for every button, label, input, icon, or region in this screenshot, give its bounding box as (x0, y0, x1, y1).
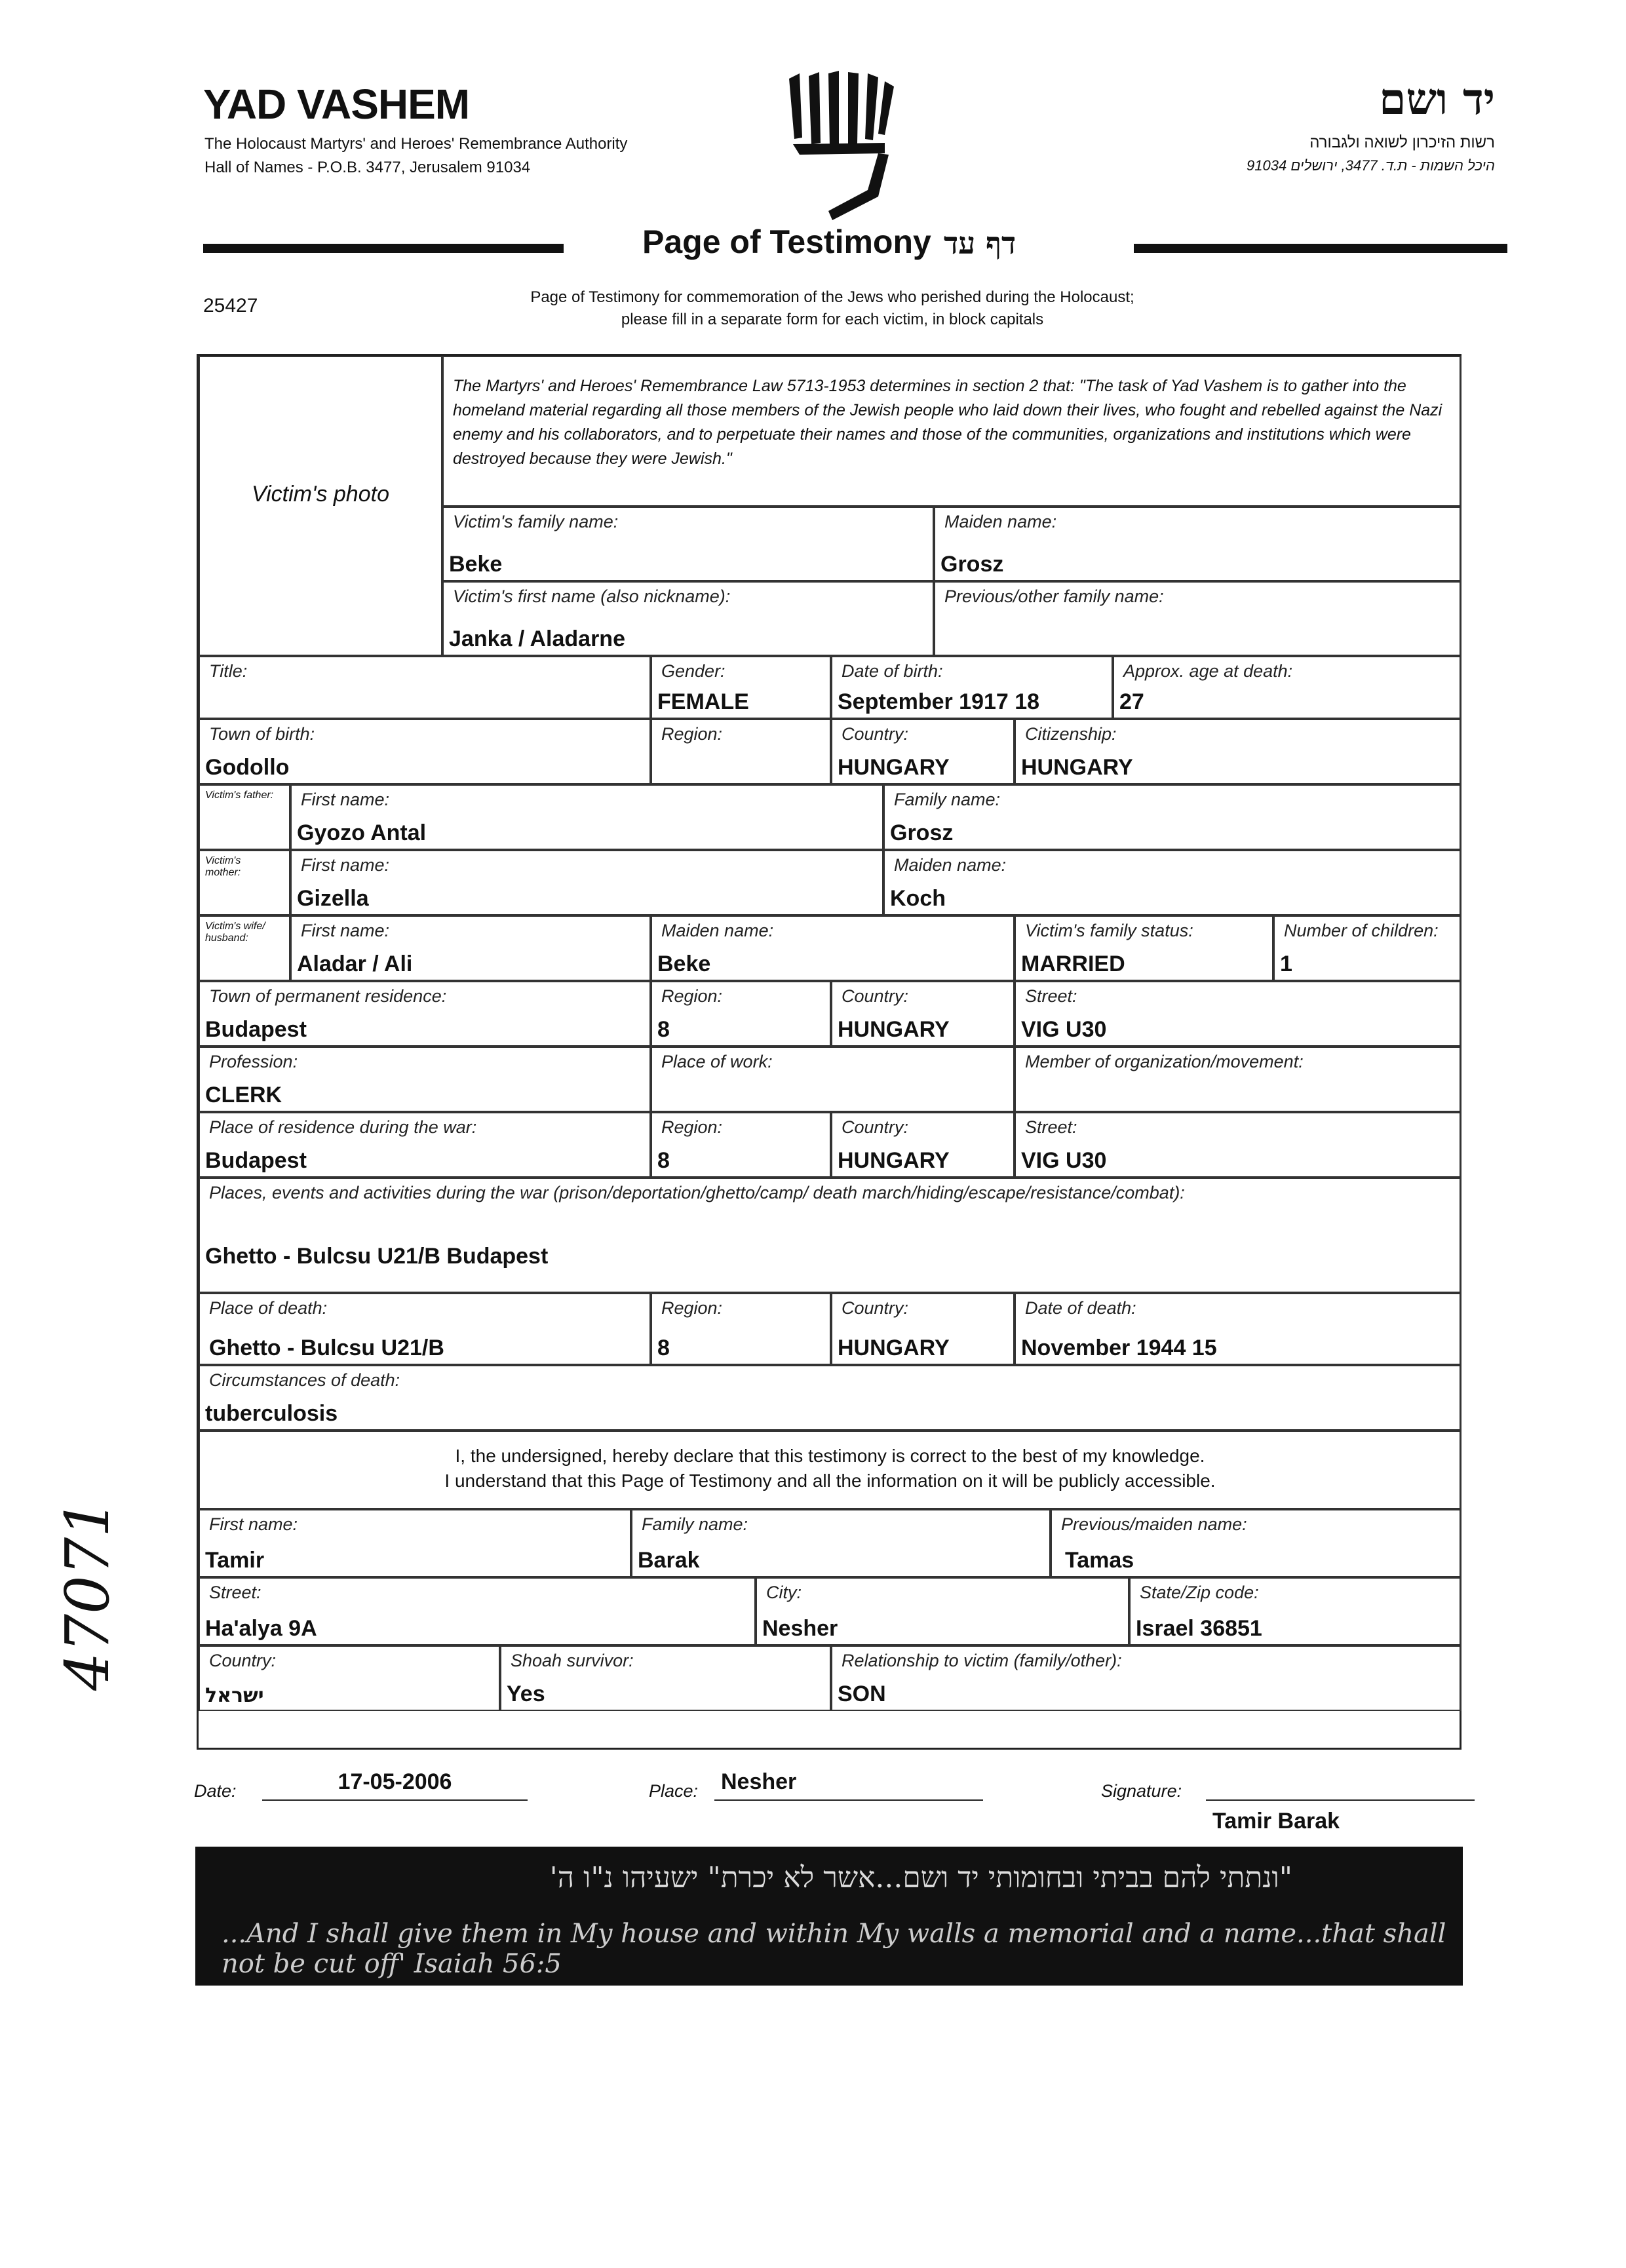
field-value: tuberculosis (205, 1401, 338, 1426)
field-label: Number of children: (1284, 921, 1439, 940)
reference-number: 25427 (203, 295, 258, 317)
signature-name: Tamir Barak (1212, 1809, 1340, 1834)
relationship-field[interactable] (831, 1645, 1461, 1711)
spouse-first-name-field[interactable] (290, 915, 651, 981)
field-value: 8 (657, 1148, 670, 1173)
declaration-box (199, 1431, 1461, 1509)
field-label: Citizenship: (1025, 724, 1117, 744)
field-value: ישראל (205, 1684, 264, 1707)
field-label: First name: (301, 921, 390, 940)
place-line[interactable] (714, 1769, 983, 1801)
field-value: FEMALE (657, 689, 749, 714)
field-value: Grosz (940, 552, 1004, 577)
field-value: Gyozo Antal (297, 820, 427, 845)
family-status-field[interactable] (1015, 915, 1273, 981)
birth-region-field[interactable] (651, 719, 831, 784)
field-label: Region: (661, 1298, 723, 1318)
field-value: HUNGARY (838, 1148, 950, 1173)
field-value: 8 (657, 1017, 670, 1042)
field-value: Israel 36851 (1136, 1616, 1262, 1641)
page-title: Page of Testimony (642, 223, 931, 260)
signature-label: Signature: (1101, 1781, 1182, 1801)
field-label: Shoah survivor: (511, 1651, 634, 1670)
declaration-line-2: I understand that this Page of Testimony and all the information on it will be publicly accessible. (444, 1470, 1216, 1491)
field-value: HUNGARY (838, 1336, 950, 1360)
field-label: Previous/maiden name: (1061, 1514, 1247, 1534)
residence-country-field[interactable] (831, 981, 1015, 1047)
field-value: Ghetto - Bulcsu U21/B (209, 1336, 444, 1360)
town-of-birth-field[interactable] (199, 719, 651, 784)
profession-field[interactable] (199, 1047, 651, 1112)
field-label: First name: (301, 855, 390, 875)
handwritten-margin-number: 47071 (52, 1499, 123, 1691)
residence-region-field[interactable] (651, 981, 831, 1047)
submitter-country-field[interactable] (199, 1645, 500, 1711)
field-label: State/Zip code: (1140, 1583, 1259, 1602)
death-country-field[interactable] (831, 1293, 1015, 1365)
field-label: First name: (209, 1514, 298, 1534)
circumstances-of-death-field[interactable] (199, 1365, 1461, 1431)
field-label: Victim's first name (also nickname): (453, 586, 731, 606)
war-residence-field[interactable] (199, 1112, 651, 1178)
law-text: The Martyrs' and Heroes' Remembrance Law 5713-1953 determines in section 2 that: "The task of Yad Vashem is to gather into the homeland material regarding all those members of the Jewish people who laid down their lives, who fought and rebelled against the Nazi enemy and his collaborators, and to perpetuate their names and those of the communities, organizations and institutions which were destroyed because they were Jewish." (453, 377, 1442, 468)
org-subtitle-hebrew: רשות הזיכרון לשואה ולגבורה (1309, 134, 1495, 151)
field-label: Date of birth: (842, 661, 943, 681)
field-label: Member of organization/movement: (1025, 1052, 1304, 1071)
field-value: HUNGARY (1021, 755, 1133, 780)
place-of-death-field[interactable] (199, 1293, 651, 1365)
field-value: VIG U30 (1021, 1017, 1107, 1042)
date-of-death-field[interactable] (1015, 1293, 1461, 1365)
field-label: Maiden name: (944, 512, 1057, 531)
field-value: Janka / Aladarne (449, 626, 625, 651)
field-value: September 1917 18 (838, 689, 1040, 714)
title-field[interactable] (199, 656, 651, 719)
field-label: Date of death: (1025, 1298, 1136, 1318)
place-label: Place: (649, 1781, 699, 1801)
field-value: CLERK (205, 1083, 282, 1107)
place-value: Nesher (721, 1769, 797, 1794)
place-of-work-field[interactable] (651, 1047, 1015, 1112)
field-value: November 1944 15 (1021, 1336, 1217, 1360)
field-label: Country: (842, 724, 909, 744)
residence-town-field[interactable] (199, 981, 651, 1047)
row-label: Victim's father: (205, 790, 274, 801)
field-value: Aladar / Ali (297, 951, 413, 976)
mother-row-label (199, 850, 290, 915)
field-value: Ghetto - Bulcsu U21/B Budapest (205, 1244, 549, 1269)
submitter-city-field[interactable] (756, 1577, 1129, 1645)
org-address: Hall of Names - P.O.B. 3477, Jerusalem 91034 (204, 159, 531, 176)
field-value: HUNGARY (838, 1017, 950, 1042)
field-label: Street: (209, 1583, 261, 1602)
date-value: 17-05-2006 (338, 1769, 452, 1794)
field-value: Koch (890, 886, 946, 911)
field-label: City: (766, 1583, 802, 1602)
field-label: Place of work: (661, 1052, 773, 1071)
yad-vashem-logo-icon (780, 66, 898, 223)
field-label: Country: (842, 1298, 909, 1318)
field-value: 8 (657, 1336, 670, 1360)
date-line[interactable] (262, 1769, 528, 1801)
field-value: Budapest (205, 1017, 307, 1042)
field-label: Gender: (661, 661, 726, 681)
date-of-birth-field[interactable] (831, 656, 1113, 719)
field-label: Country: (842, 986, 909, 1006)
field-value: Tamir (205, 1548, 265, 1573)
shoah-survivor-field[interactable] (500, 1645, 831, 1711)
field-value: HUNGARY (838, 755, 950, 780)
submitter-street-field[interactable] (199, 1577, 756, 1645)
field-label: Family name: (642, 1514, 748, 1534)
victim-photo-box[interactable] (199, 356, 442, 656)
quote-band (195, 1847, 1463, 1986)
submitter-zip-field[interactable] (1129, 1577, 1461, 1645)
law-text-box (442, 356, 1461, 507)
org-name-hebrew: יד ושם (1379, 73, 1495, 125)
field-label: Victim's family status: (1025, 921, 1193, 940)
page-title-hebrew: דף עד (944, 225, 1016, 261)
field-label: Maiden name: (661, 921, 774, 940)
field-label: Street: (1025, 986, 1077, 1006)
number-of-children-field[interactable] (1273, 915, 1461, 981)
organization-membership-field[interactable] (1015, 1047, 1461, 1112)
previous-name-field[interactable] (934, 581, 1461, 656)
spouse-maiden-name-field[interactable] (651, 915, 1015, 981)
field-label: Town of birth: (209, 724, 315, 744)
field-label: Victim's family name: (453, 512, 619, 531)
field-label: Place of death: (209, 1298, 328, 1318)
age-at-death-field[interactable] (1113, 656, 1461, 719)
intro-line-2: please fill in a separate form for each victim, in block capitals (621, 311, 1044, 328)
row-label: Victim's wife/ husband: (205, 921, 265, 944)
field-value: VIG U30 (1021, 1148, 1107, 1173)
field-label: Country: (209, 1651, 277, 1670)
date-label: Date: (194, 1781, 237, 1801)
quote-english: ...And I shall give them in My house and within My walls a memorial and a name...that shall not be cut off' Isaiah 56:5 (222, 1919, 1446, 1979)
org-address-hebrew: היכל השמות - ת.ד. 3477, ירושלים 91034 (1247, 157, 1495, 174)
victim-first-name-field[interactable] (442, 581, 934, 656)
father-family-name-field[interactable] (883, 784, 1461, 850)
field-label: Country: (842, 1117, 909, 1137)
field-label: Region: (661, 986, 723, 1006)
field-label: Street: (1025, 1117, 1077, 1137)
residence-street-field[interactable] (1015, 981, 1461, 1047)
citizenship-field[interactable] (1015, 719, 1461, 784)
war-street-field[interactable] (1015, 1112, 1461, 1178)
field-label: Title: (209, 661, 248, 681)
field-label: Region: (661, 724, 723, 744)
field-value: Grosz (890, 820, 954, 845)
field-label: Places, events and activities during the war (prison/deportation/ghetto/camp/ death march/hiding/escape/resistance/combat): (209, 1183, 1185, 1202)
field-value: Beke (449, 552, 503, 577)
victim-family-name-field[interactable] (442, 507, 934, 581)
field-label: Previous/other family name: (944, 586, 1164, 606)
row-label: Victim's mother: (205, 855, 241, 878)
field-value: Gizella (297, 886, 369, 911)
testimony-form (197, 354, 1461, 1750)
org-name: YAD VASHEM (203, 81, 470, 128)
father-row-label (199, 784, 290, 850)
submitter-previous-name-field[interactable] (1051, 1509, 1461, 1577)
declaration-text (200, 1444, 1460, 1493)
field-value: 27 (1119, 689, 1144, 714)
photo-label: Victim's photo (252, 482, 389, 507)
field-value: SON (838, 1682, 886, 1706)
mother-first-name-field[interactable] (290, 850, 883, 915)
title-rule-left (203, 244, 564, 253)
field-value: Godollo (205, 755, 290, 780)
field-label: Circumstances of death: (209, 1370, 400, 1390)
field-label: Place of residence during the war: (209, 1117, 477, 1137)
spouse-row-label (199, 915, 290, 981)
org-subtitle: The Holocaust Martyrs' and Heroes' Remembrance Authority (204, 135, 628, 153)
birth-country-field[interactable] (831, 719, 1015, 784)
field-label: Family name: (894, 790, 1001, 809)
field-label: Profession: (209, 1052, 298, 1071)
maiden-name-field[interactable] (934, 507, 1461, 581)
field-value: Beke (657, 951, 711, 976)
field-value: Yes (507, 1682, 545, 1706)
field-value: 1 (1280, 951, 1292, 976)
field-value: Budapest (205, 1148, 307, 1173)
field-label: Maiden name: (894, 855, 1007, 875)
field-label: Relationship to victim (family/other): (842, 1651, 1122, 1670)
war-events-field[interactable] (199, 1178, 1461, 1293)
field-value: Ha'alya 9A (205, 1616, 317, 1641)
field-value: Barak (638, 1548, 700, 1573)
field-value: MARRIED (1021, 951, 1125, 976)
submitter-family-name-field[interactable] (631, 1509, 1051, 1577)
death-region-field[interactable] (651, 1293, 831, 1365)
field-label: Town of permanent residence: (209, 986, 447, 1006)
intro-line-1: Page of Testimony for commemoration of the Jews who perished during the Holocaust; (530, 288, 1134, 306)
mother-maiden-name-field[interactable] (883, 850, 1461, 915)
gender-field[interactable] (651, 656, 831, 719)
father-first-name-field[interactable] (290, 784, 883, 850)
field-label: Approx. age at death: (1123, 661, 1293, 681)
quote-hebrew: "ונתתי להם בביתי ובחומותי יד ושם...אשר לא יכרת" ישעיהו נ"ו ה' (549, 1861, 1292, 1894)
signature-line[interactable] (1206, 1772, 1475, 1801)
declaration-line-1: I, the undersigned, hereby declare that this testimony is correct to the best of my knowledge. (455, 1446, 1205, 1466)
field-label: Region: (661, 1117, 723, 1137)
war-region-field[interactable] (651, 1112, 831, 1178)
field-label: First name: (301, 790, 390, 809)
submitter-first-name-field[interactable] (199, 1509, 631, 1577)
field-value: Nesher (762, 1616, 838, 1641)
field-value: Tamas (1065, 1548, 1134, 1573)
war-country-field[interactable] (831, 1112, 1015, 1178)
title-rule-right (1134, 244, 1507, 253)
